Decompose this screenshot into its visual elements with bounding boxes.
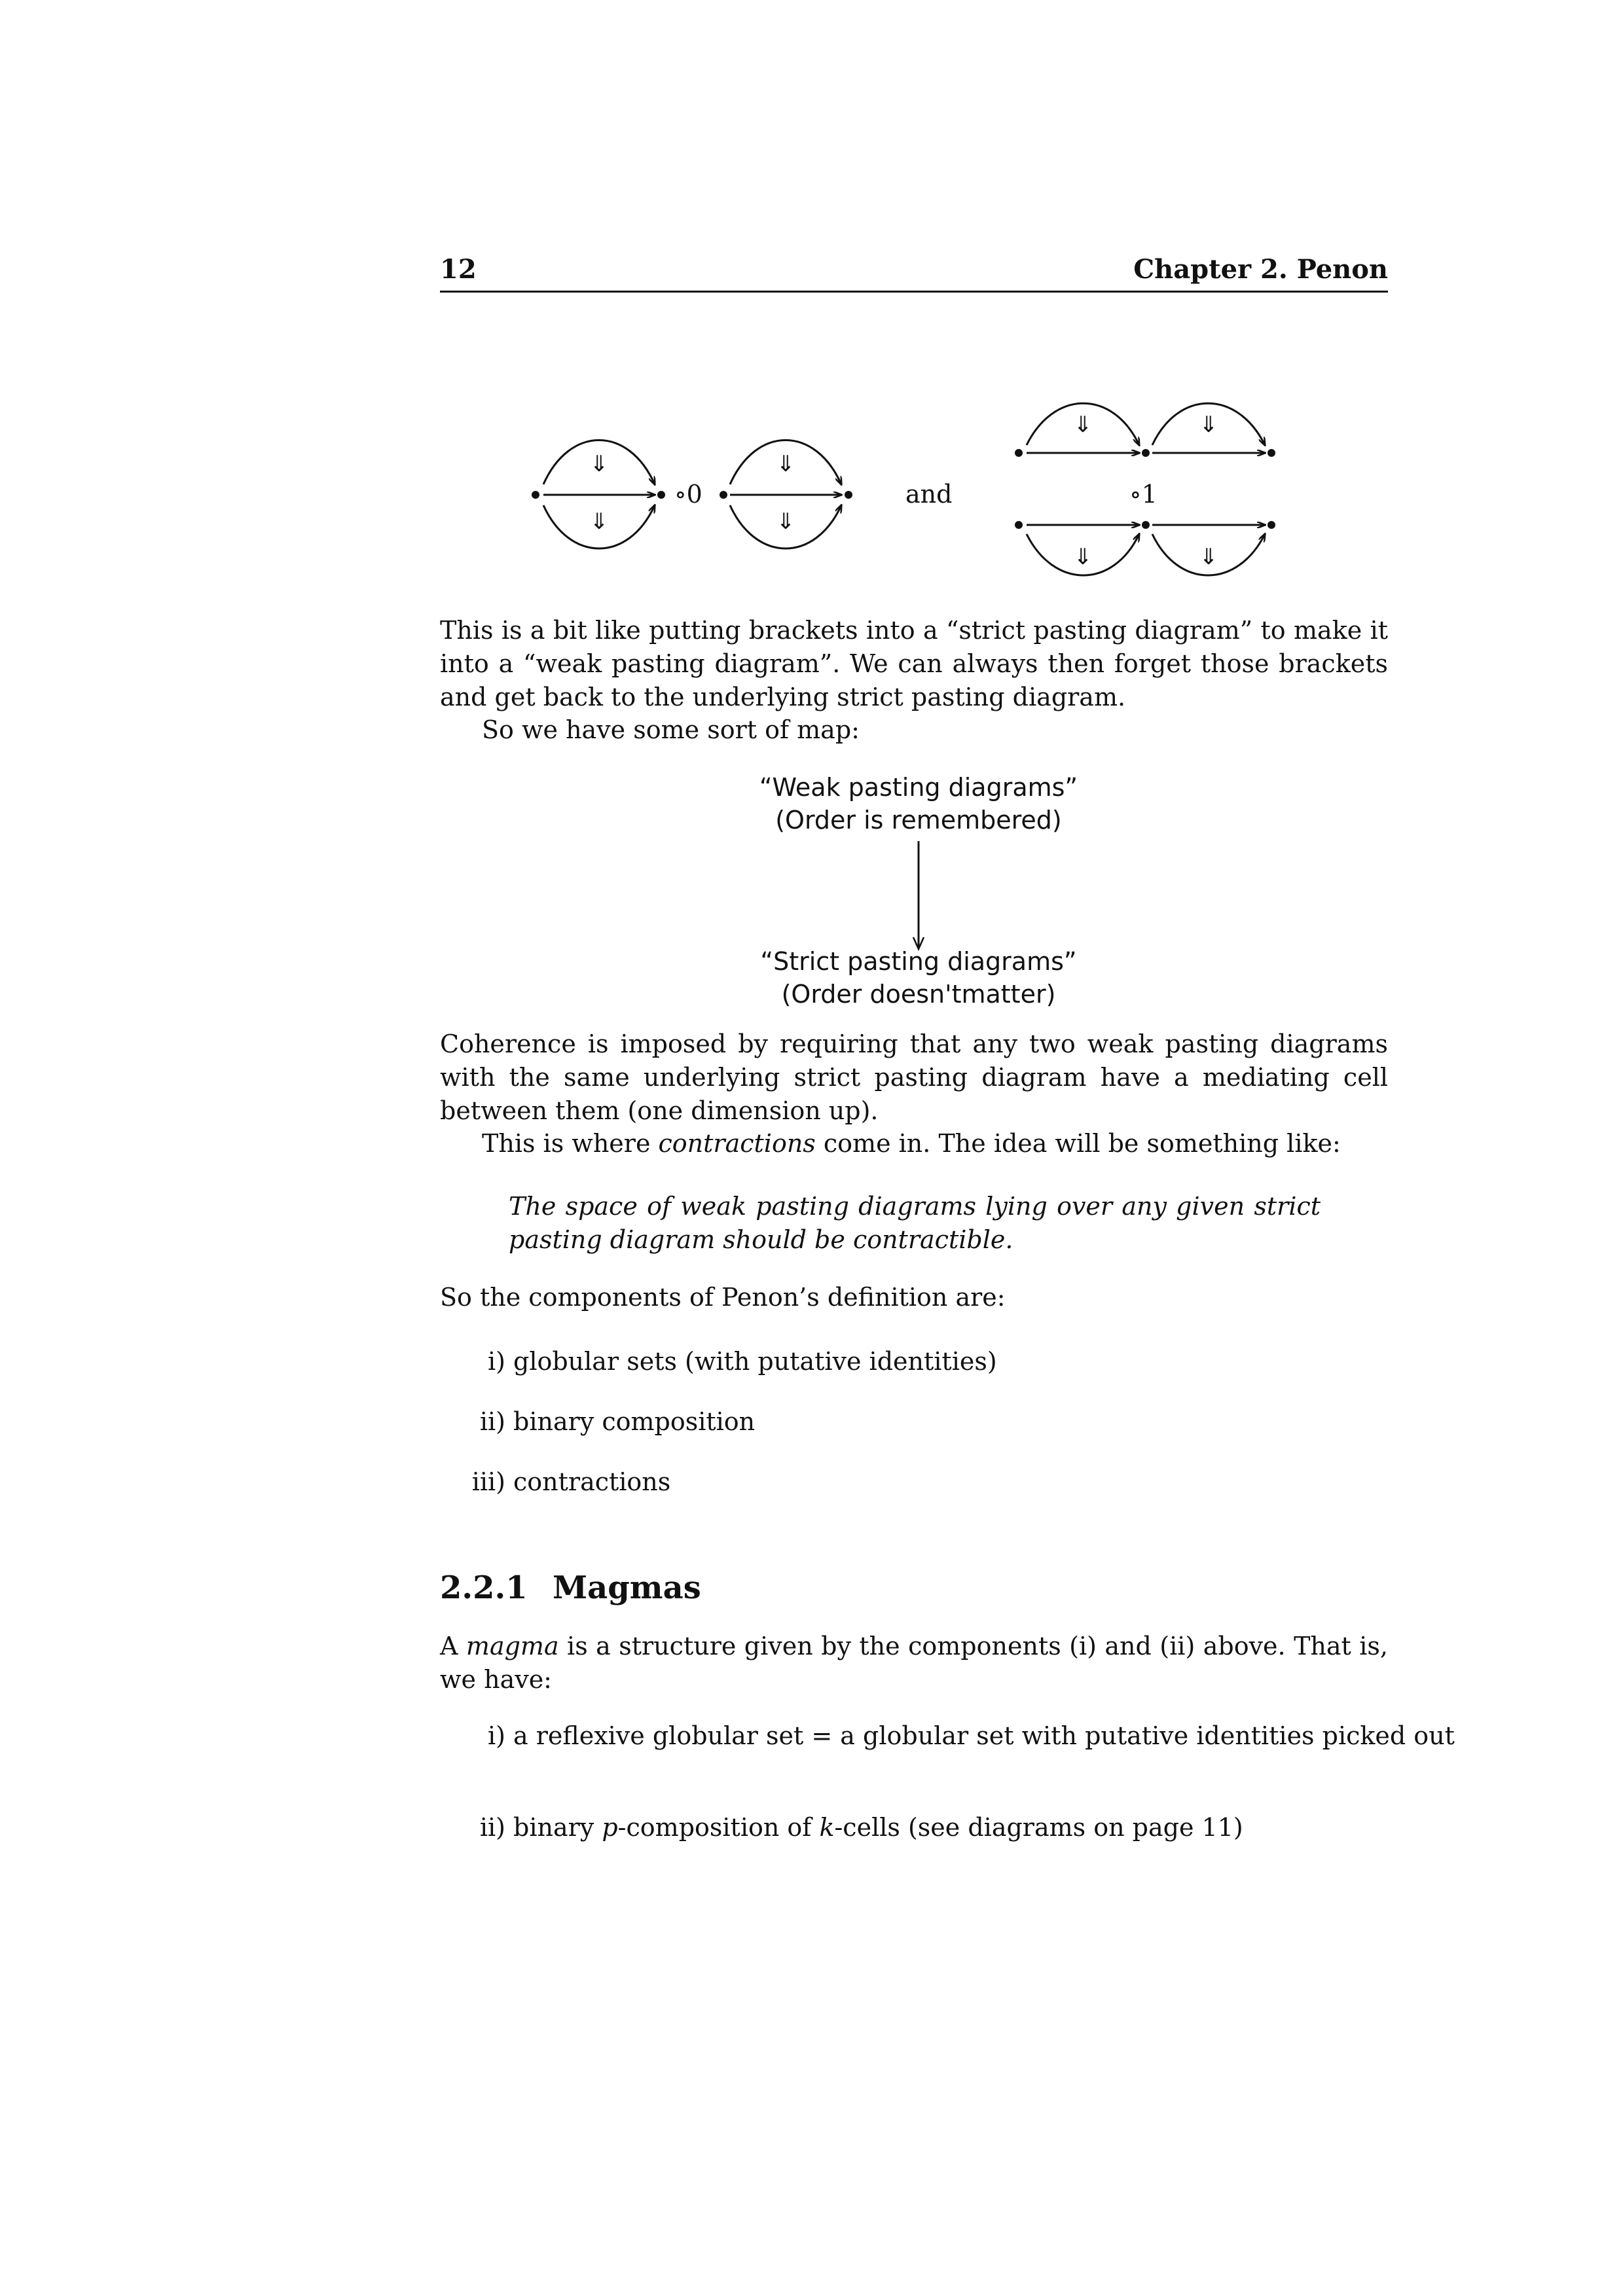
- list-text: binary: [513, 1813, 602, 1842]
- compose-1-label: ∘1: [1129, 480, 1158, 509]
- list-number: i): [488, 1347, 505, 1376]
- list-number: ii): [479, 1407, 505, 1436]
- p6-post: is a structure given by the components (i) and (ii) above. That is, we have:: [440, 1632, 1388, 1694]
- section-number: 2.2.1: [440, 1570, 528, 1606]
- list-number: i): [488, 1721, 505, 1750]
- cell-arrow-icon: ⇓: [589, 509, 609, 535]
- cell-arrow-icon: ⇓: [1199, 412, 1218, 438]
- paragraph-1: This is a bit like putting brackets into a “strict pasting diagram” to make it into a “weak pasting diagram”. We can always then forget those brackets and get back to the underlying strict pasting diagram.: [440, 616, 1388, 711]
- strict-label-line1: “Strict pasting diagrams”: [760, 947, 1077, 976]
- and-label: and: [905, 480, 953, 509]
- weak-label-line2: (Order is remembered): [775, 806, 1062, 834]
- cell-arrow-icon: ⇓: [1073, 412, 1093, 438]
- math-k: k: [819, 1813, 835, 1842]
- paragraph-6: [440, 1630, 1388, 1696]
- cell-arrow-icon: ⇓: [1199, 544, 1218, 570]
- p6-emphasis: magma: [465, 1632, 559, 1660]
- p4-post: come in. The idea will be something like:: [815, 1129, 1341, 1158]
- list-text: binary composition: [513, 1407, 756, 1436]
- list-item: [458, 1347, 997, 1376]
- list-text: a reflexive globular set = a globular set with putative identities picked out: [513, 1721, 1455, 1750]
- paragraph-5: So the components of Penon’s definition are:: [440, 1283, 1006, 1312]
- list-number: iii): [471, 1467, 505, 1496]
- forgetful-map-arrow: [0, 0, 1623, 982]
- cell-arrow-icon: ⇓: [1073, 544, 1093, 570]
- list-item: [458, 1721, 1455, 1750]
- strict-label-line2: (Order doesn'tmatter): [781, 980, 1056, 1009]
- cell-arrow-icon: ⇓: [776, 451, 795, 477]
- page-number: 12: [440, 254, 477, 285]
- section-heading: [440, 1570, 701, 1606]
- list-text: -composition of: [617, 1813, 820, 1842]
- paragraph-2: So we have some sort of map:: [482, 715, 860, 744]
- cell-arrow-icon: ⇓: [589, 451, 609, 477]
- paragraph-3: Coherence is imposed by requiring that any two weak pasting diagrams with the same underlying strict pasting diagram have a mediating cell between them (one dimension up).: [440, 1030, 1388, 1125]
- strict-diagrams-label: [657, 945, 1180, 1011]
- list-text: -cells (see diagrams on page 11): [834, 1813, 1243, 1842]
- chapter-title: Chapter 2. Penon: [1133, 254, 1388, 285]
- cell-arrow-icon: ⇓: [776, 509, 795, 535]
- list-item: [458, 1813, 1243, 1842]
- compose-0-label: ∘0: [674, 480, 702, 509]
- p6-pre: A: [440, 1632, 466, 1660]
- p4-pre: This is where: [482, 1129, 659, 1158]
- weak-label-line1: “Weak pasting diagrams”: [759, 773, 1078, 802]
- contractibility-quote: The space of weak pasting diagrams lying over any given strict pasting diagram should be contractible.: [509, 1192, 1321, 1254]
- list-item: [458, 1467, 670, 1496]
- p4-emphasis: contractions: [658, 1129, 816, 1158]
- list-number: ii): [479, 1813, 505, 1842]
- paragraph-4: [440, 1127, 1388, 1160]
- list-item: [458, 1407, 755, 1436]
- list-text: contractions: [513, 1467, 671, 1496]
- list-text: globular sets (with putative identities): [513, 1347, 997, 1376]
- math-p: p: [602, 1813, 618, 1842]
- section-title: Magmas: [553, 1570, 701, 1606]
